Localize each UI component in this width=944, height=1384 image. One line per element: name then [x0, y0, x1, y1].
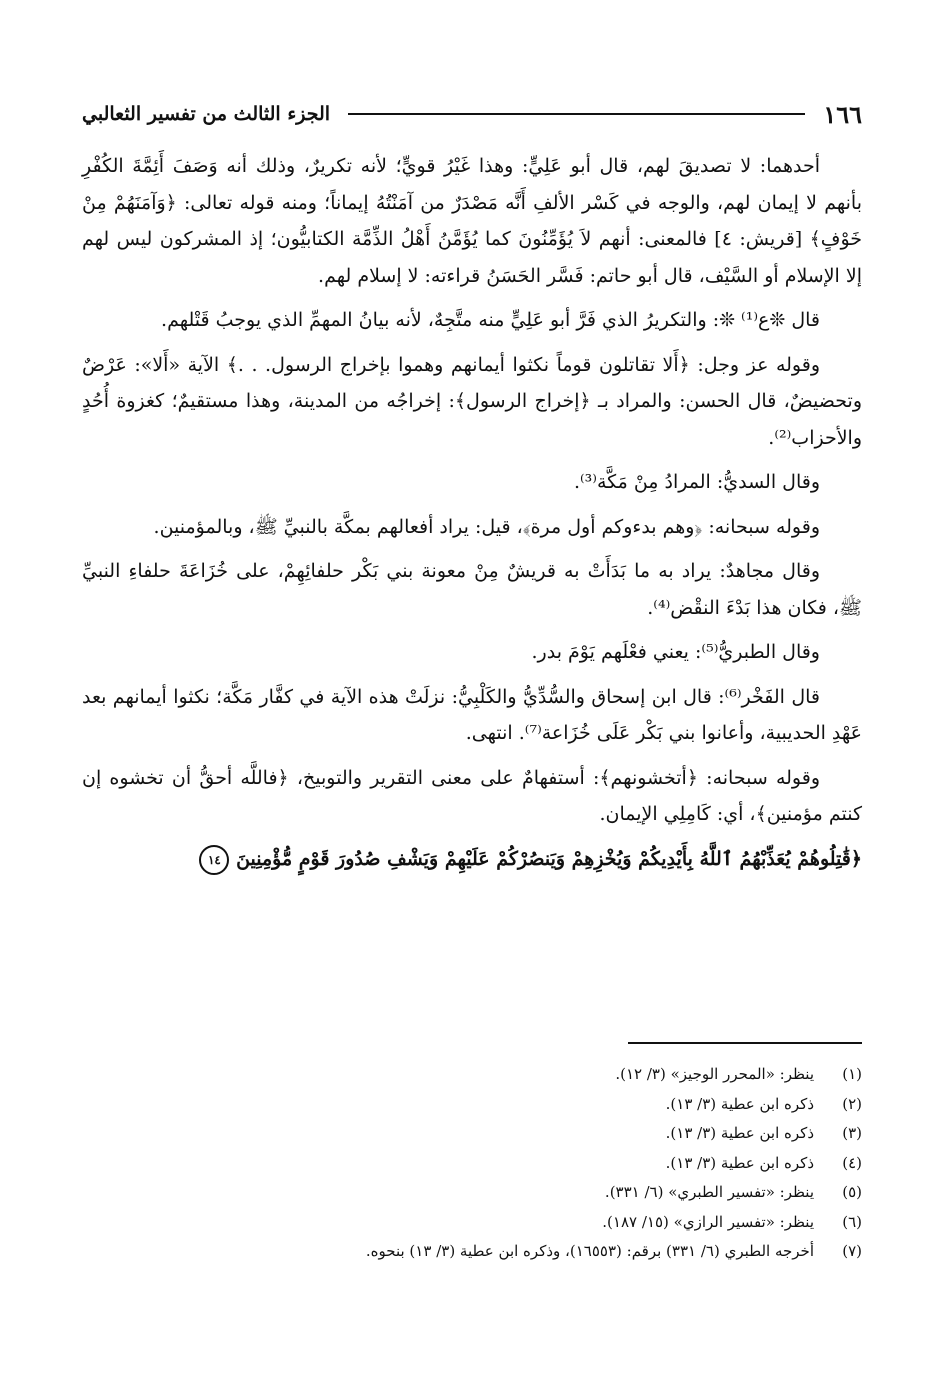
quran-verse — [82, 841, 862, 878]
running-title: الجزء الثالث من تفسير الثعالبي — [82, 103, 331, 125]
footnote-number: (٤) — [842, 1153, 862, 1172]
footnote — [82, 1090, 862, 1120]
footnote-number: (٥) — [842, 1183, 862, 1201]
footnote-text: ذكره ابن عطية (٣/ ١٣). — [665, 1153, 814, 1172]
paragraph: وقال السديُّ: المرادُ مِنْ مَكَّة⁽³⁾. — [573, 471, 820, 493]
paragraph: وقوله سبحانه: ﴿أتخشونهم﴾: أستفهامٌ على معنى التقرير والتوبيخ، ﴿فاللَّه أحقُّ أن تخشوه إن كنتم مؤمنين﴾، أي: كَامِلِي الإيمان. — [82, 766, 862, 825]
footnote-separator — [628, 1042, 862, 1044]
footnote — [82, 1208, 862, 1238]
footnote-number: (٢) — [842, 1094, 862, 1113]
verse-text: ﴿قَٰتِلُوهُمْ يُعَذِّبْهُمُ ٱللَّهُ بِأَيْدِيكُمْ وَيُخْزِهِمْ وَيَنصُرْكُمْ عَلَيْهِمْ وَيَشْفِ صُدُورَ قَوْمٍ مُّؤْمِنِينَ — [236, 847, 862, 870]
footnote-number: (٧) — [842, 1242, 862, 1260]
page-number: ١٦٦ — [823, 99, 862, 129]
footnote — [82, 1060, 862, 1090]
paragraph: قال الفَخْر⁽⁶⁾: قال ابن إسحاق والسُّدِّيُّ والكَلْبِيُّ: نزلَتْ هذه الآية في كفَّار مَكَّة؛ نكثوا أيمانهم بعد عَهْدِ الحديبية، وأعانوا بني بَكْر عَلَى خُزَاعة⁽⁷⁾. انتهى. — [82, 685, 862, 744]
paragraph: وقوله سبحانه: ﴿وهم بدءوكم أول مرة﴾، قيل: يراد أفعالهم بمكَّة بالنبيِّ ﷺ، وبالمؤمنين. — [153, 515, 820, 538]
footnote-text: ذكره ابن عطية (٣/ ١٣). — [665, 1094, 814, 1113]
footnote-text: ينظر: «تفسير الرازي» (١٥/ ١٨٧). — [602, 1212, 814, 1231]
footnotes — [82, 1060, 862, 1267]
footnote-text: ينظر: «تفسير الطبري» (٦/ ٣٣١). — [604, 1183, 814, 1201]
paragraph: وقال مجاهدٌ: يراد به ما بَدَأَتْ به قريشٌ مِنْ معونة بني بَكْر حلفائِهِمْ، على خُزَاعَةَ حلفاءِ النبيِّ ﷺ، فكان هذا بَدْءَ النقْض⁽⁴⁾. — [82, 560, 862, 619]
footnote-number: (٣) — [842, 1124, 862, 1142]
footnote-text: ذكره ابن عطية (٣/ ١٣). — [665, 1124, 814, 1142]
page-header — [82, 96, 862, 132]
footnote — [82, 1119, 862, 1149]
header-rule — [348, 113, 805, 115]
main-text — [82, 148, 862, 877]
paragraph: أحدهما: لا تصديقَ لهم، قال أبو عَلِيٍّ: وهذا غَيْرُ قويٍّ؛ لأنه تكريرٌ، وذلك أنه وَصَفَ أَئِمَّةَ الكُفْرِ بأنهم لا إيمان لهم، والوجه في كَسْر الألفِ أَنَّه مَصْدَرٌ من آمَنْتُهُ إيماناً؛ ومنه قوله تعالى: ﴿وَآمَنَهُمْ مِنْ خَوْفٍ﴾ [قريش: ٤] فالمعنى: أنهم لاَ يُؤَمِّنُونَ كما يُؤَمَّنُ أَهْلُ الذِّمَّة الكتابيُّون؛ إذ المشركون ليس لهم إلا الإسلام أو السَّيْف، قال أبو حاتم: فَسَّر الحَسَنُ قراءته: لا إسلام لهم. — [82, 155, 863, 287]
footnote-number: (١) — [842, 1065, 862, 1083]
footnote — [82, 1178, 862, 1208]
paragraph: قال ❊ع⁽¹⁾ ❊: والتكريرُ الذي فَرَّ أبو عَلِيٍّ منه متَّجِهٌ، لأنه بيانُ المهمِّ الذي يوجبُ قَتْلهم. — [161, 309, 820, 331]
ayah-number-marker: ١٤ — [199, 845, 229, 875]
paragraph: وقوله عز وجل: ﴿أَلا تقاتلون قوماً نكثوا أيمانهم وهموا بإخراج الرسول. . .﴾ الآية «أَلا»: عَرْضٌ وتحضيضٌ، قال الحسن: والمراد بـ ﴿إخراج الرسول﴾: إخراجُه من المدينة، وهذا مستقيمٌ؛ كغزوة أُحُدٍ والأحزاب⁽²⁾. — [82, 353, 862, 449]
footnote-text: أخرجه الطبري (٦/ ٣٣١) برقم: (١٦٥٥٣)، وذكره ابن عطية (٣/ ١٣) بنحوه. — [365, 1242, 814, 1260]
footnote — [82, 1237, 862, 1267]
footnote-number: (٦) — [842, 1212, 862, 1231]
footnote — [82, 1149, 862, 1179]
footnote-text: ينظر: «المحرر الوجيز» (٣/ ١٢). — [615, 1065, 814, 1083]
paragraph: وقال الطبريُّ⁽⁵⁾: يعني فعْلَهم يَوْمَ بدر. — [531, 641, 820, 663]
